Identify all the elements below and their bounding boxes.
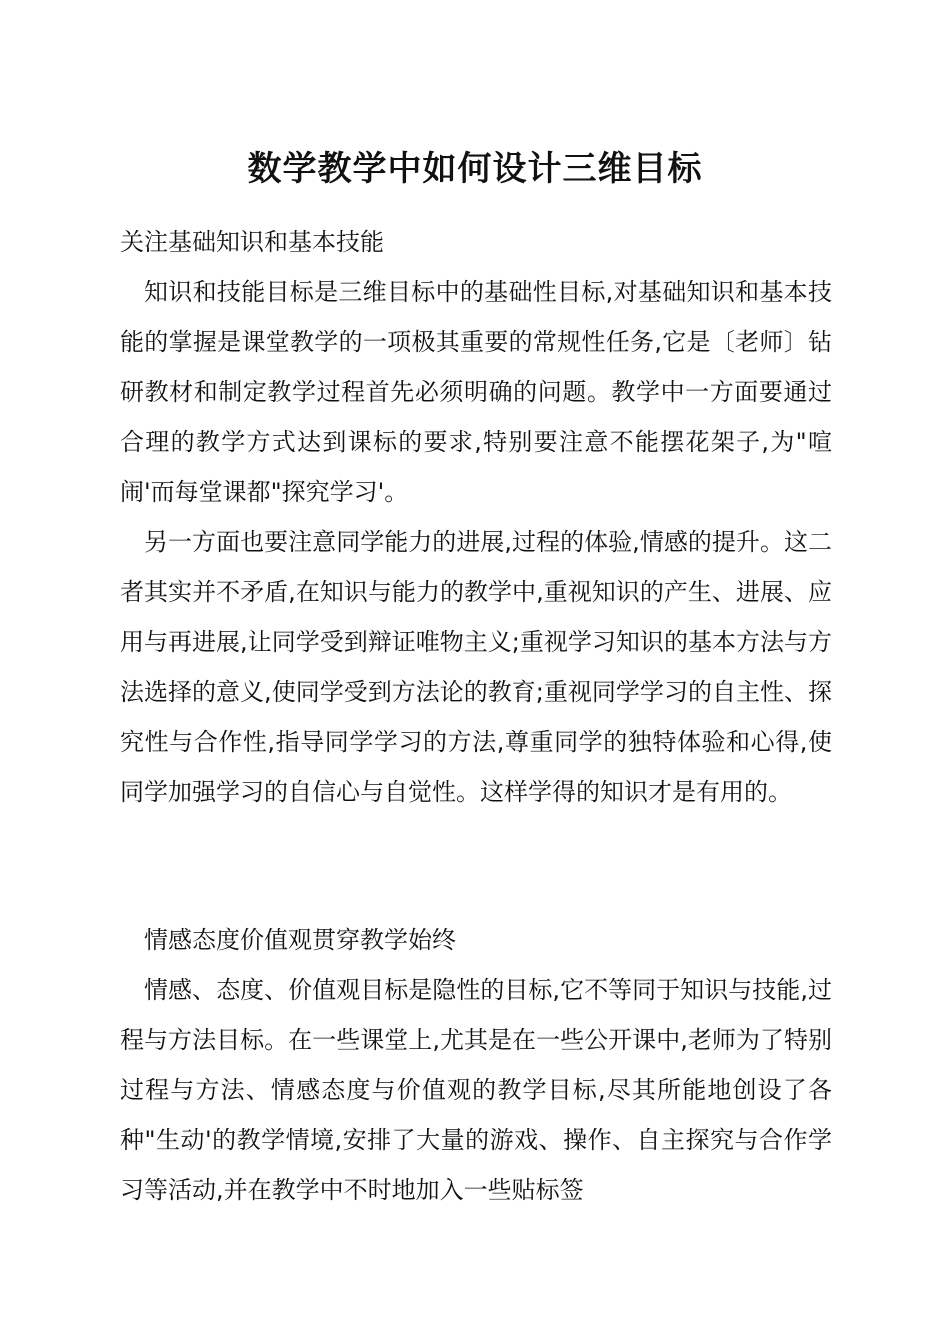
paragraph-knowledge-skills: 知识和技能目标是三维目标中的基础性目标,对基础知识和基本技能的掌握是课堂教学的一项极其重要的常规性任务,它是〔老师〕钻研教材和制定教学过程首先必须明确的问题。教学中一方面要通过合理的教学方式达到课标的要求,特别要注意不能摆花架子,为"喧闹'而每堂课都"探究学习'。 — [120, 278, 832, 506]
section-heading-values: 情感态度价值观贯穿教学始终 — [144, 926, 456, 954]
section-heading-basics: 关注基础知识和基本技能 — [120, 228, 384, 256]
paragraph-emotion-values: 情感、态度、价值观目标是隐性的目标,它不等同于知识与技能,过程与方法目标。在一些课堂上,尤其是在一些公开课中,老师为了特别过程与方法、情感态度与价值观的教学目标,尽其所能地创设了各种"生动'的教学情境,安排了大量的游戏、操作、自主探究与合作学习等活动,并在教学中不时地加入一些贴标签 — [120, 976, 832, 1204]
document-title: 数学教学中如何设计三维目标 — [247, 149, 703, 189]
paragraph-ability-development: 另一方面也要注意同学能力的进展,过程的体验,情感的提升。这二者其实并不矛盾,在知识与能力的教学中,重视知识的产生、进展、应用与再进展,让同学受到辩证唯物主义;重视学习知识的基本方法与方法选择的意义,使同学受到方法论的教育;重视同学学习的自主性、探究性与合作性,指导同学学习的方法,尊重同学的独特体验和心得,使同学加强学习的自信心与自觉性。这样学得的知识才是有用的。 — [120, 528, 832, 806]
